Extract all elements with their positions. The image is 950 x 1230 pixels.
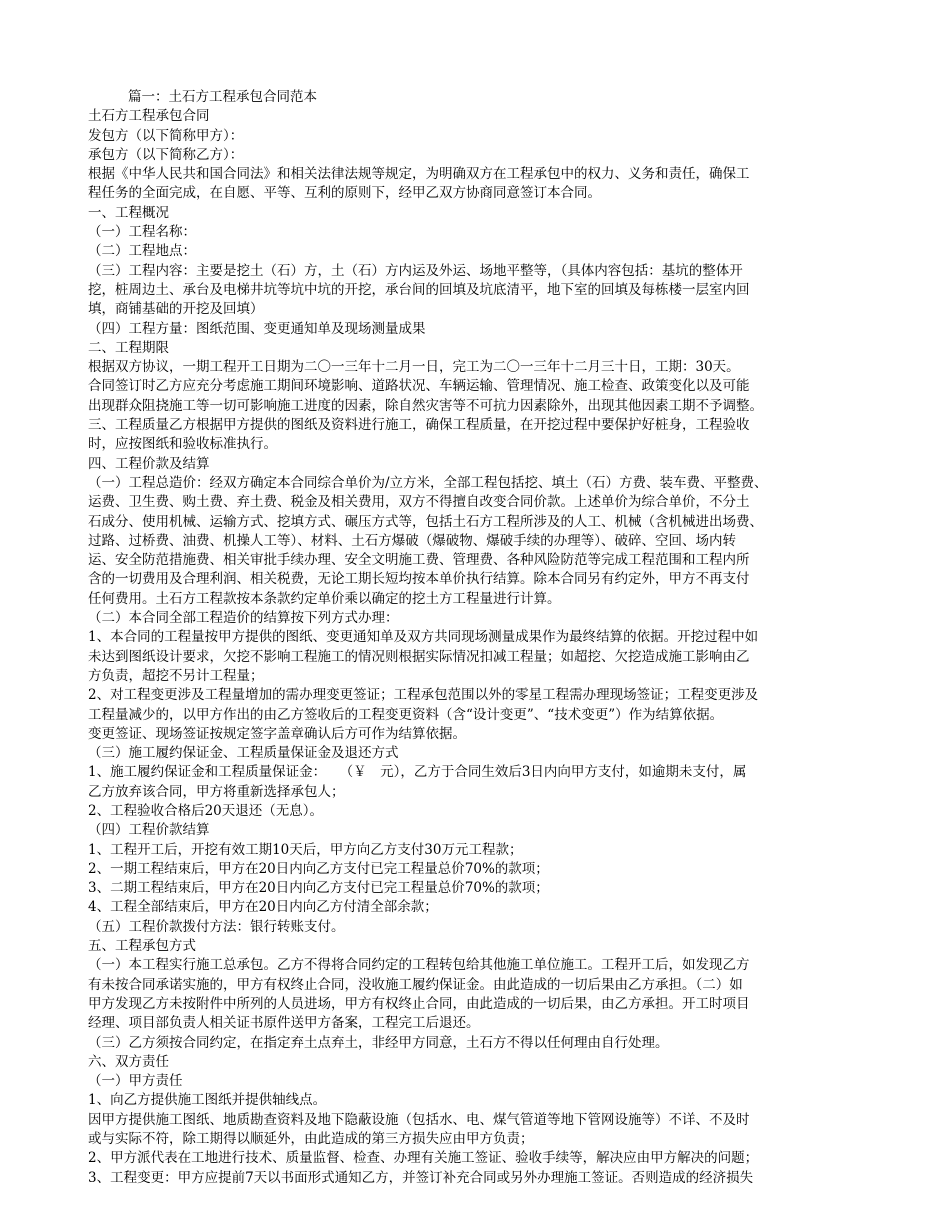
document-line: 任何费用。土石方工程款按本条款约定单价乘以确定的挖土方工程量进行计算。 xyxy=(88,590,561,607)
document-line: 三、工程质量乙方根据甲方提供的图纸及资料进行施工，确保工程质量，在开挖过程中要保护好桩身，工程验收 xyxy=(88,417,750,434)
document-line: 有未按合同承诺实施的，甲方有权终止合同，没收施工履约保证金。由此造成的一切后果由乙方承担。（二）如 xyxy=(88,976,743,993)
document-line: 五、工程承包方式 xyxy=(88,938,196,955)
document-title: 篇一：土石方工程承包合同范本 xyxy=(128,89,317,105)
document-line: （四）工程方量：图纸范围、变更通知单及现场测量成果 xyxy=(88,320,426,337)
document-line: 2、甲方派代表在工地进行技术、质量监督、检查、办理有关施工签证、验收手续等，解决应由甲方解决的问题； xyxy=(88,1150,759,1167)
document-line: 因甲方提供施工图纸、地质勘查资料及地下隐蔽设施（包括水、电、煤气管道等地下管网设施等）不详、不及时 xyxy=(88,1111,750,1128)
document-line: 1、向乙方提供施工图纸并提供轴线点。 xyxy=(88,1092,327,1109)
document-line: （四）工程价款结算 xyxy=(88,822,210,839)
document-line: 运、安全防范措施费、相关审批手续办理、安全文明施工费、管理费、各种风险防范等完成工程范围和工程内所 xyxy=(88,552,750,569)
document-line: 乙方放弃该合同，甲方将重新选择承包人； xyxy=(88,783,345,800)
document-line: 承包方（以下简称乙方）： xyxy=(88,146,244,163)
document-line: 运费、卫生费、购土费、弃土费、税金及相关费用，双方不得擅自改变合同价款。上述单价为综合单价，不分土 xyxy=(88,494,750,511)
document-line: （五）工程价款拨付方法：银行转账支付。 xyxy=(88,918,345,935)
document-line: 四、工程价款及结算 xyxy=(88,455,210,472)
document-body xyxy=(88,107,864,1188)
document-line: 工程量减少的，以甲方作出的由乙方签收后的工程变更资料（含“设计变更”、“技术变更”）作为结算依据。 xyxy=(88,706,724,723)
document-line: 2、工程验收合格后20天退还（无息）。 xyxy=(88,802,324,819)
document-line: 六、双方责任 xyxy=(88,1053,169,1070)
document-line: 4、工程全部结束后，甲方在20日内向乙方付清全部余款； xyxy=(88,899,438,916)
document-line: 挖，桩周边土、承台及电梯井坑等坑中坑的开挖，承台间的回填及坑底清平，地下室的回填及每栋楼一层室内回 xyxy=(88,281,750,298)
document-line: 程任务的全面完成，在自愿、平等、互利的原则下，经甲乙双方协商同意签订本合同。 xyxy=(88,185,601,202)
document-line: 根据双方协议，一期工程开工日期为二〇一三年十二月一日，完工为二〇一三年十二月三十日，工期：30天。 xyxy=(88,359,740,376)
document-line: 土石方工程承包合同 xyxy=(88,108,210,125)
document-line: 经理、项目部负责人相关证书原件送甲方备案，工程完工后退还。 xyxy=(88,1015,480,1032)
document-line: 时，应按图纸和验收标准执行。 xyxy=(88,436,277,453)
document-line: （一）甲方责任 xyxy=(88,1073,183,1090)
document-line: 1、工程开工后，开挖有效工期10天后，甲方向乙方支付30万元工程款； xyxy=(88,841,523,858)
document-line: （二）本合同全部工程造价的结算按下列方式办理： xyxy=(88,610,399,627)
document-line: 合同签订时乙方应充分考虑施工期间环境影响、道路状况、车辆运输、管理情况、施工检查、政策变化以及可能 xyxy=(88,378,750,395)
document-line: 2、一期工程结束后，甲方在20日内向乙方支付已完工程量总价70%的款项； xyxy=(88,860,549,877)
document-line: （三）乙方须按合同约定，在指定弃土点弃土，非经甲方同意，土石方不得以任何理由自行处理。 xyxy=(88,1034,669,1051)
document-line: 石成分、使用机械、运输方式、挖填方式、碾压方式等，包括土石方工程所涉及的人工、机械（含机械进出场费、 xyxy=(88,513,763,530)
document-line: 方负责，超挖不另计工程量； xyxy=(88,667,264,684)
document-line: 1、本合同的工程量按甲方提供的图纸、变更通知单及双方共同现场测量成果作为最终结算的依据。开挖过程中如 xyxy=(88,629,759,646)
document-line: 或与实际不符，除工期得以顺延外，由此造成的第三方损失应由甲方负责； xyxy=(88,1131,534,1148)
document-line: 发包方（以下简称甲方）： xyxy=(88,127,244,144)
document-line: 过路、过桥费、油费、机操人工等）、材料、土石方爆破（爆破物、爆破手续的办理等）、破碎、空回、场内转 xyxy=(88,532,736,549)
document-line: 1、施工履约保证金和工程质量保证金： （￥ 元），乙方于合同生效后3日内向甲方支付，如逾期未支付，属 xyxy=(88,764,747,781)
document-line: （一）工程总造价：经双方确定本合同综合单价为/立方米，全部工程包括挖、填土（石）方费、装车费、平整费、 xyxy=(88,474,768,491)
document-line: 2、对工程变更涉及工程量增加的需办理变更签证；工程承包范围以外的零星工程需办理现场签证；工程变更涉及 xyxy=(88,687,759,704)
document-line: （三）工程内容：主要是挖土（石）方，土（石）方内运及外运、场地平整等，（具体内容包括：基坑的整体开 xyxy=(88,262,743,279)
document-line: 未达到图纸设计要求，欠挖不影响工程施工的情况则根据实际情况扣减工程量；如超挖、欠挖造成施工影响由乙 xyxy=(88,648,750,665)
document-line: （三）施工履约保证金、工程质量保证金及退还方式 xyxy=(88,745,399,762)
document-line: 根据《中华人民共和国合同法》和相关法律法规等规定，为明确双方在工程承包中的权力、义务和责任，确保工 xyxy=(88,166,750,183)
document-line: （二）工程地点： xyxy=(88,243,196,260)
document-line: 3、工程变更：甲方应提前7天以书面形式通知乙方，并签订补充合同或另外办理施工签证。否则造成的经济损失 xyxy=(88,1169,754,1186)
contract-document xyxy=(88,88,864,1188)
document-line: （一）本工程实行施工总承包。乙方不得将合同约定的工程转包给其他施工单位施工。工程开工后，如发现乙方 xyxy=(88,957,750,974)
document-line: 变更签证、现场签证按规定签字盖章确认后方可作为结算依据。 xyxy=(88,725,466,742)
document-line: 含的一切费用及合理利润、相关税费，无论工期长短均按本单价执行结算。除本合同另有约定外，甲方不再支付 xyxy=(88,571,750,588)
document-line: 出现群众阻挠施工等一切可影响施工进度的因素，除自然灾害等不可抗力因素除外，出现其他因素工期不予调整。 xyxy=(88,397,763,414)
document-line: 3、二期工程结束后，甲方在20日内向乙方支付已完工程量总价70%的款项； xyxy=(88,880,549,897)
document-line: （一）工程名称： xyxy=(88,224,196,241)
document-line: 二、工程期限 xyxy=(88,339,169,356)
document-line: 甲方发现乙方未按附件中所列的人员进场，甲方有权终止合同，由此造成的一切后果，由乙方承担。开工时项目 xyxy=(88,995,750,1012)
document-line: 填，商铺基础的开挖及回填） xyxy=(88,301,264,318)
document-line: 一、工程概况 xyxy=(88,204,169,221)
